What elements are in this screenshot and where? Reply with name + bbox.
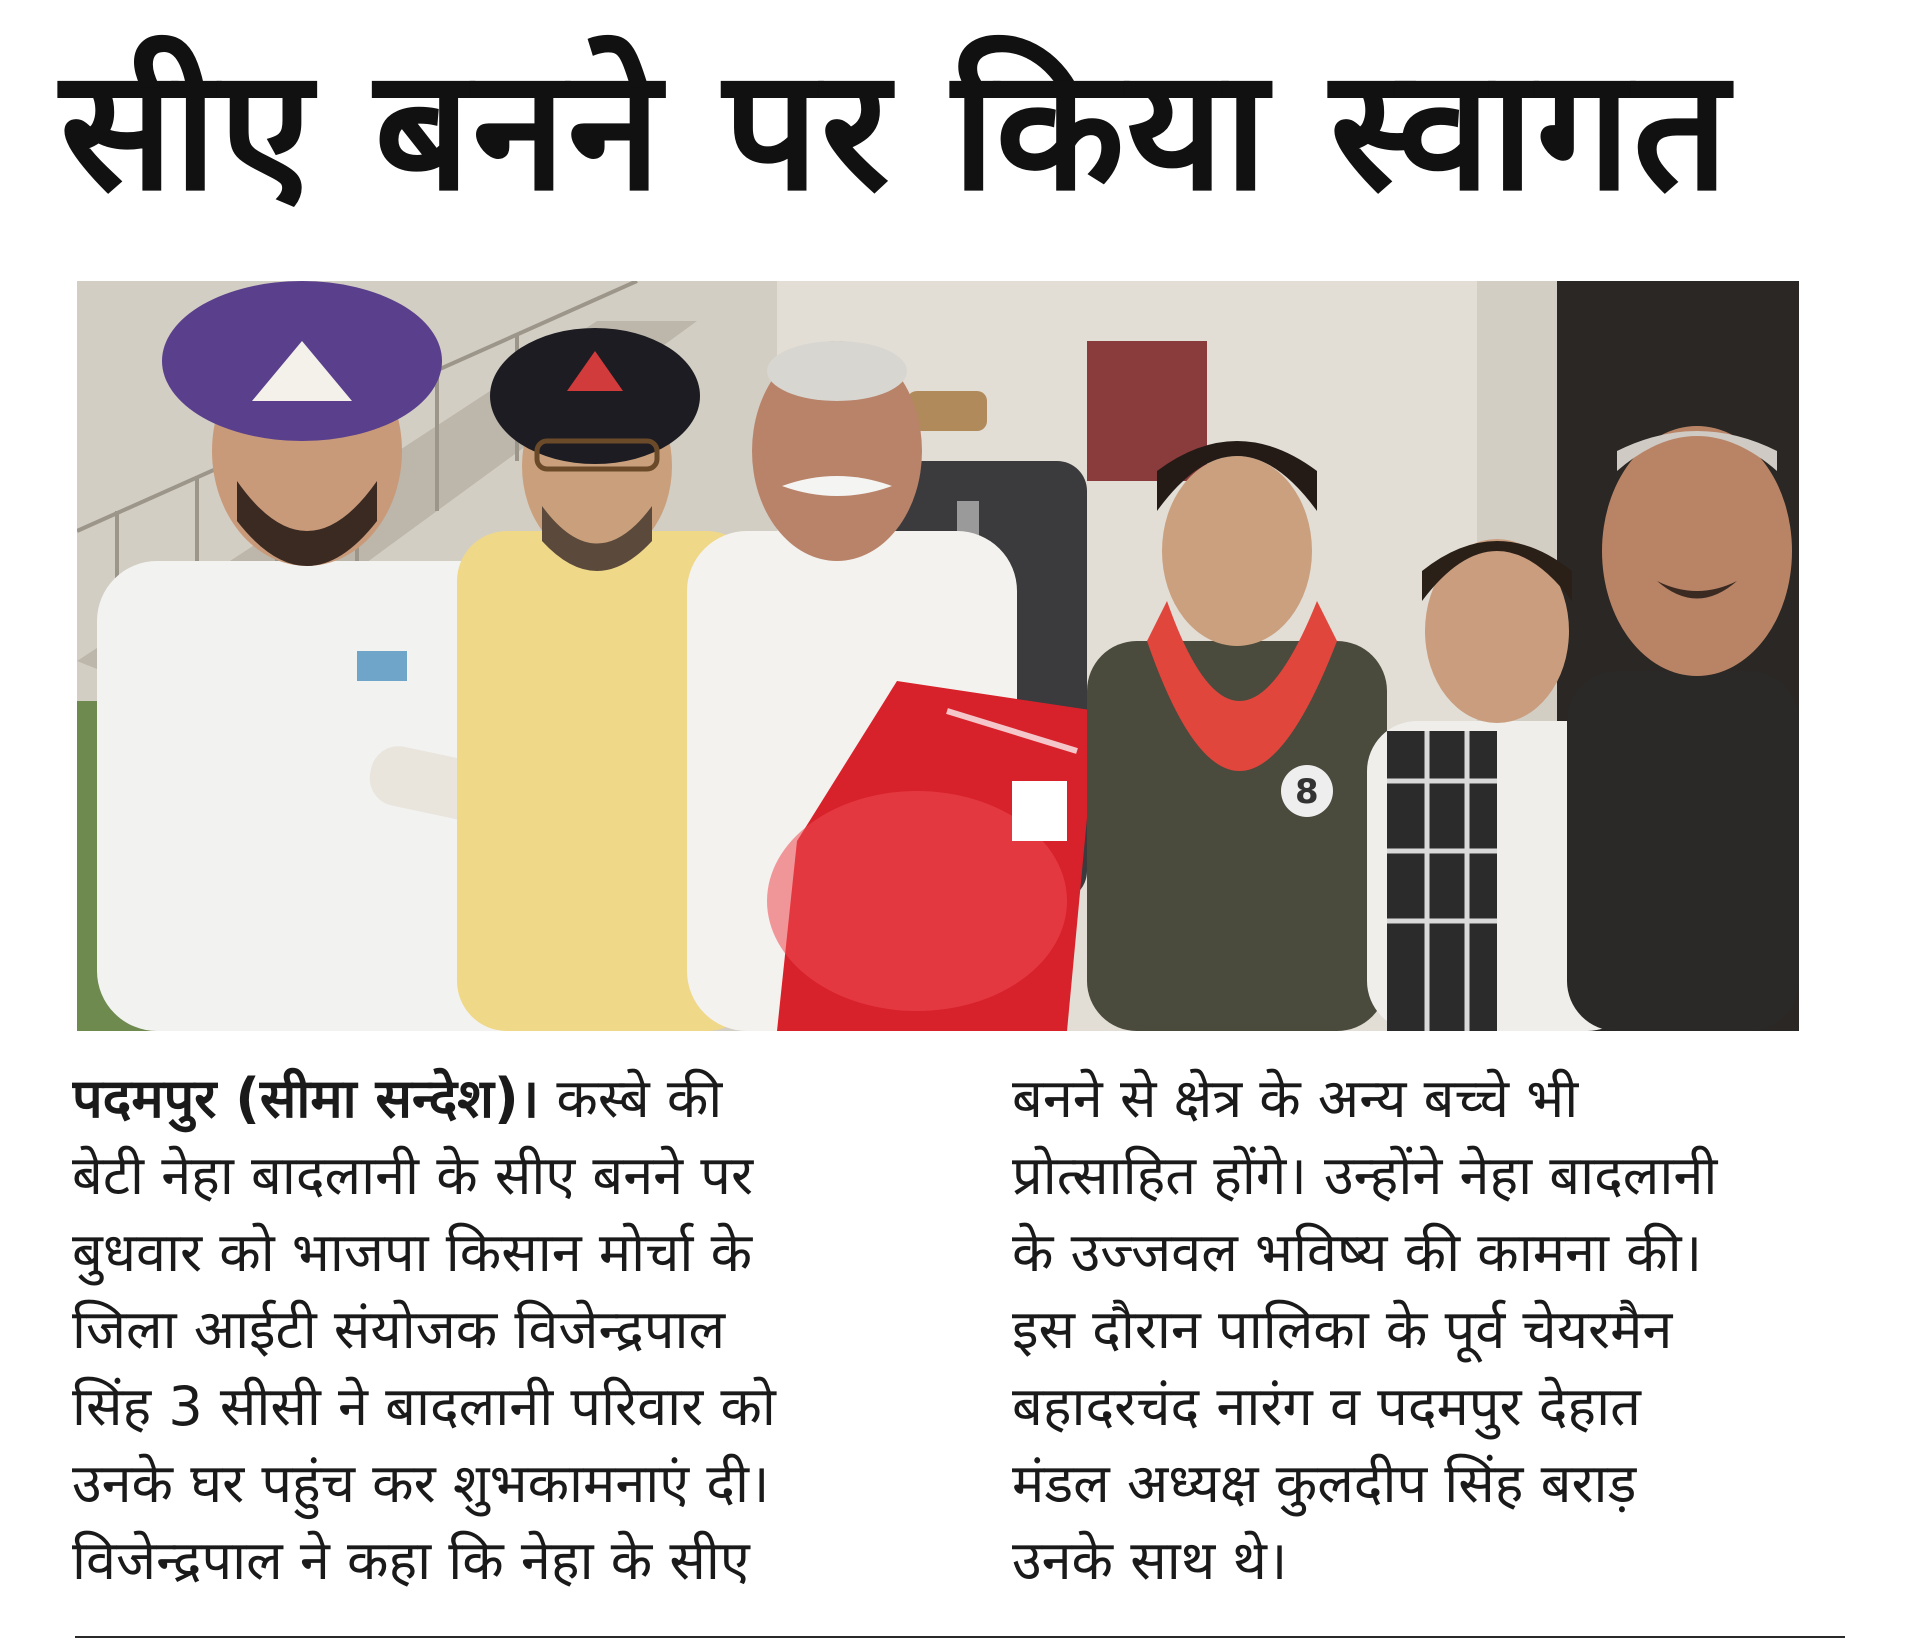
article-line: जिला आईटी संयोजक विजेन्द्रपाल (72, 1298, 726, 1361)
article-line: उनके साथ थे। (1012, 1529, 1288, 1592)
article-line: प्रोत्साहित होंगे। उन्होंने नेहा बादलानी (1012, 1144, 1718, 1207)
article-line (72, 1060, 912, 1137)
article-line: मंडल अध्यक्ष कुलदीप सिंह बराड़ (1012, 1452, 1637, 1515)
article-line: सिंह 3 सीसी ने बादलानी परिवार को (72, 1375, 776, 1438)
article-line: बनने से क्षेत्र के अन्य बच्चे भी (1012, 1067, 1579, 1130)
article-line: बहादरचंद नारंग व पदमपुर देहात (1012, 1375, 1641, 1438)
article-line: बुधवार को भाजपा किसान मोर्चा के (72, 1221, 753, 1284)
dateline: पदमपुर (सीमा सन्देश)। (72, 1067, 540, 1130)
article-text: कस्बे की (539, 1067, 723, 1130)
news-photo (77, 281, 1799, 1031)
article-line: बेटी नेहा बादलानी के सीए बनने पर (72, 1144, 754, 1207)
article-line: इस दौरान पालिका के पूर्व चेयरमैन (1012, 1298, 1673, 1361)
article-column-left (72, 1060, 912, 1599)
article-column-right (1012, 1060, 1852, 1599)
article-line: विजेन्द्रपाल ने कहा कि नेहा के सीए (72, 1529, 750, 1592)
headline: सीए बनने पर किया स्वागत (60, 32, 1731, 228)
article-line: उनके घर पहुंच कर शुभकामनाएं दी। (72, 1452, 770, 1515)
article-line: के उज्जवल भविष्य की कामना की। (1012, 1221, 1703, 1284)
photo-illustration (77, 281, 1799, 1031)
bottom-rule (75, 1636, 1845, 1638)
svg-text:8: 8 (1295, 772, 1319, 812)
